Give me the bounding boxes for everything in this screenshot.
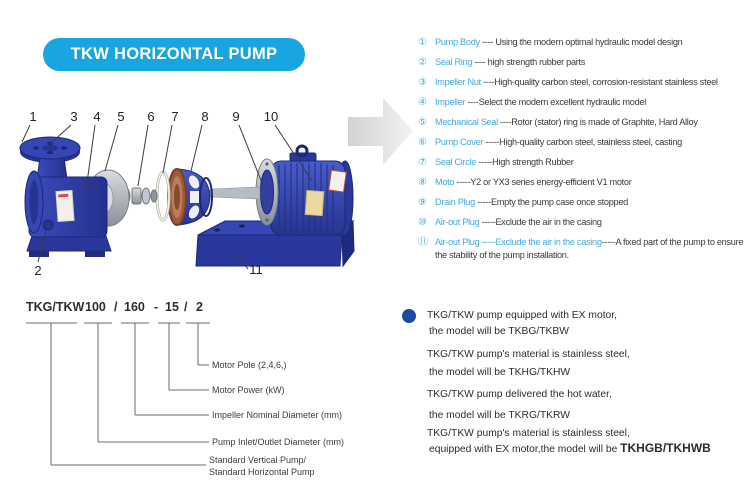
label-inlet-outlet: Pump Inlet/Outlet Diameter (mm) — [212, 437, 345, 447]
note-line: the model will be TKRG/TKRW — [429, 410, 570, 421]
model-code-power: 15 — [165, 300, 179, 314]
label-motor-power: Motor Power (kW) — [212, 385, 285, 395]
circled-number: ⑪ — [418, 237, 428, 248]
label-motor-pole: Motor Pole (2,4,6,) — [212, 360, 287, 370]
callout-number-3: 3 — [70, 109, 78, 124]
part-label: Seal Ring — [435, 57, 473, 67]
part-desc: -----Empty the pump case once stopped — [474, 197, 628, 207]
circled-number: ② — [418, 57, 427, 68]
circled-number: ③ — [418, 77, 427, 88]
label-impeller-diameter: Impeller Nominal Diameter (mm) — [212, 410, 343, 420]
model-code-inlet: 100 — [85, 300, 106, 314]
circled-number: ① — [418, 37, 427, 48]
part-label: Impeller — [435, 97, 466, 107]
parts-list-item — [418, 136, 756, 149]
model-code-dash: - — [154, 300, 159, 314]
exploded-diagram — [5, 85, 425, 295]
bullet-icon — [402, 309, 416, 323]
callout-number-6: 6 — [147, 109, 155, 124]
parts-list-item — [418, 56, 756, 69]
callout-number-4: 4 — [93, 109, 101, 124]
label-standard-vertical: Standard Vertical Pump/ — [209, 455, 307, 465]
circled-number: ⑤ — [418, 117, 427, 128]
note-line — [429, 441, 711, 455]
model-code-series: TKG/TKW — [26, 300, 85, 314]
right-arrow-icon — [348, 98, 413, 165]
part-label: Mechanical Seal — [435, 117, 498, 127]
part-desc: ---- high strength rubber parts — [472, 57, 586, 67]
callout-number-9: 9 — [232, 109, 240, 124]
note-model-bold: TKHGB/TKHWB — [620, 441, 711, 455]
part-label: Pump Cover — [435, 137, 484, 147]
parts-list-item — [418, 116, 756, 129]
parts-list-item — [418, 96, 756, 109]
parts-list — [418, 36, 756, 269]
note-line: the model will be TKHG/TKHW — [429, 367, 571, 378]
callout-number-1: 1 — [29, 109, 37, 124]
page-title: TKW HORIZONTAL PUMP — [70, 45, 278, 63]
parts-list-item — [418, 156, 756, 169]
model-code-lines — [26, 323, 210, 465]
part-desc: -----A fixed part of the pump to ensure the stability of the pump installation. — [435, 237, 744, 260]
callout-number-5: 5 — [117, 109, 125, 124]
circled-number: ⑦ — [418, 157, 427, 168]
callout-number-7: 7 — [171, 109, 179, 124]
part-label: Impeller Nut — [435, 77, 481, 87]
part-desc: ---- Using the modern optimal hydraulic model design — [479, 37, 683, 47]
variant-notes — [400, 303, 752, 473]
circled-number: ⑨ — [418, 197, 427, 208]
circled-number: ⑧ — [418, 177, 427, 188]
part-desc: -----Y2 or YX3 series energy-efficient V1 motor — [454, 177, 632, 187]
part-label: Air-out Plug -----Exclude the air in the casing — [435, 237, 602, 247]
circled-number: ④ — [418, 97, 427, 108]
parts-list-item — [418, 36, 756, 49]
callout-number-10: 10 — [263, 109, 279, 124]
circled-number: ⑥ — [418, 137, 427, 148]
model-code-slash1: / — [114, 300, 118, 314]
note-text: equipped with EX motor,the model will be — [429, 444, 621, 455]
note-line: TKG/TKW pump's material is stainless steel, — [427, 428, 630, 439]
model-code-diagram — [20, 295, 360, 490]
part-desc: -----High-quality carbon steel, stainless steel, casting — [483, 137, 682, 147]
part-label: Drain Plug — [435, 197, 475, 207]
parts-list-item — [418, 196, 756, 209]
title-banner — [43, 38, 305, 71]
note-line: the model will be TKBG/TKBW — [429, 326, 570, 337]
parts-list-item — [418, 216, 756, 229]
part-desc: ----High-quality carbon steel, corrosion-resistant stainless steel — [480, 77, 718, 87]
note-line: TKG/TKW pump equipped with EX motor, — [427, 310, 617, 321]
part-desc: -----Exclude the air in the casing — [479, 217, 602, 227]
part-label: Seal Circle — [435, 157, 477, 167]
parts-list-item — [418, 76, 756, 89]
callout-number-2: 2 — [34, 263, 42, 278]
circled-number: ⑩ — [418, 217, 427, 228]
part-desc: ----Rotor (stator) ring is made of Graphite, Hard Alloy — [497, 117, 698, 127]
part-label: Moto — [435, 177, 455, 187]
model-code-slash2: / — [184, 300, 188, 314]
pump-cover — [168, 169, 212, 225]
model-code-diameter: 160 — [124, 300, 145, 314]
part-desc: -----High strength Rubber — [476, 157, 574, 167]
part-desc: ----Select the modern excellent hydraulic model — [465, 97, 646, 107]
model-code-pole: 2 — [196, 300, 203, 314]
label-standard-horizontal: Standard Horizontal Pump — [209, 467, 315, 477]
part-label: Pump Body — [435, 37, 480, 47]
parts-list-item — [418, 176, 756, 189]
parts-list-item — [418, 236, 756, 262]
callout-number-8: 8 — [201, 109, 209, 124]
callout-number-11: 11 — [249, 262, 263, 277]
note-line: TKG/TKW pump delivered the hot water, — [427, 389, 612, 400]
note-line: TKG/TKW pump's material is stainless steel, — [427, 349, 630, 360]
pump-body — [20, 137, 111, 257]
part-label: Air-out Plug — [435, 217, 480, 227]
